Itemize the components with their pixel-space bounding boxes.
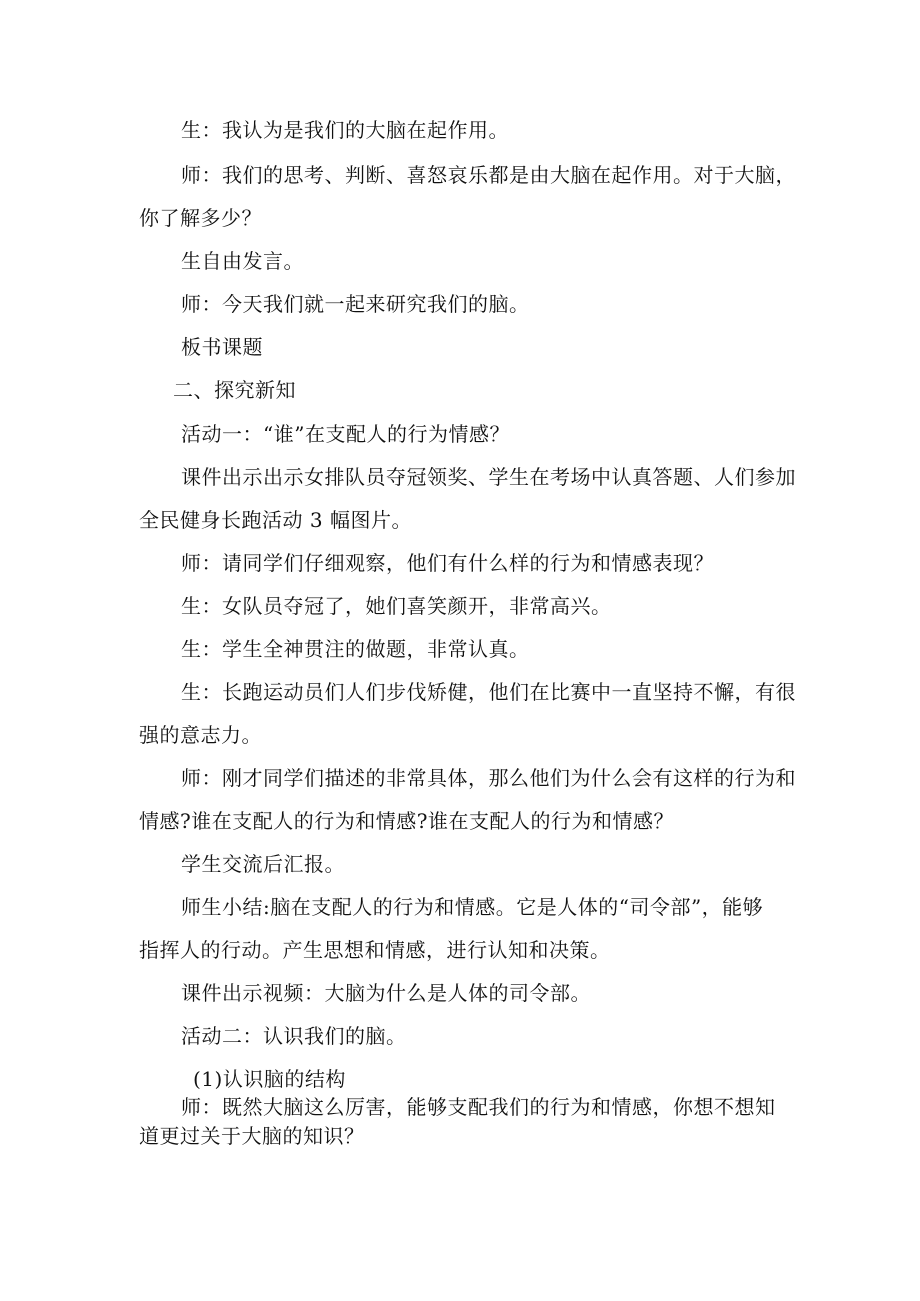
text-line-18: 学生交流后汇报。 — [181, 852, 345, 876]
text-line-24: 师：既然大脑这么厉害，能够支配我们的行为和情感，你想不想知 — [181, 1095, 776, 1119]
section-heading: 二、探究新知 — [173, 378, 296, 402]
text-line-17: 情感?谁在支配人的行为和情感?谁在支配人的行为和情感？ — [139, 809, 674, 833]
text-line-19: 师生小结:脑在支配人的行为和情感。它是人体的“司令部”，能够 — [181, 895, 764, 919]
text-line-22: 活动二：认识我们的脑。 — [181, 1024, 407, 1048]
text-line-4: 生自由发言。 — [181, 249, 304, 273]
text-line-2: 师：我们的思考、判断、喜怒哀乐都是由大脑在起作用。对于大脑， — [181, 163, 796, 187]
text-line-21: 课件出示视频：大脑为什么是人体的司令部。 — [181, 981, 591, 1005]
text-line-8: 活动一：“谁”在支配人的行为情感？ — [181, 422, 510, 446]
text-line-3: 你了解多少？ — [139, 206, 262, 230]
text-line-20: 指挥人的行动。产生思想和情感，进行认知和决策。 — [139, 938, 611, 962]
text-line-9: 课件出示出示女排队员夺冠领奖、学生在考场中认真答题、人们参加 — [181, 465, 796, 489]
text-line-23: (1)认识脑的结构 — [193, 1067, 346, 1091]
text-line-16: 师：刚才同学们描述的非常具体，那么他们为什么会有这样的行为和 — [181, 766, 796, 790]
text-line-12: 生：女队员夺冠了，她们喜笑颜开，非常高兴。 — [181, 594, 612, 618]
text-line-6: 板书课题 — [181, 335, 263, 359]
text-line-10: 全民健身长跑活动 3 幅图片。 — [139, 508, 412, 532]
text-line-1: 生：我认为是我们的大脑在起作用。 — [181, 118, 509, 142]
text-line-25: 道更过关于大脑的知识？ — [139, 1124, 365, 1148]
text-line-13: 生：学生全神贯注的做题，非常认真。 — [181, 637, 530, 661]
text-line-5: 师：今天我们就一起来研究我们的脑。 — [181, 292, 530, 316]
text-line-15: 强的意志力。 — [139, 723, 262, 747]
text-line-14: 生：长跑运动员们人们步伐矫健，他们在比赛中一直坚持不懈，有很 — [181, 680, 796, 704]
text-line-11: 师：请同学们仔细观察，他们有什么样的行为和情感表现？ — [181, 551, 714, 575]
